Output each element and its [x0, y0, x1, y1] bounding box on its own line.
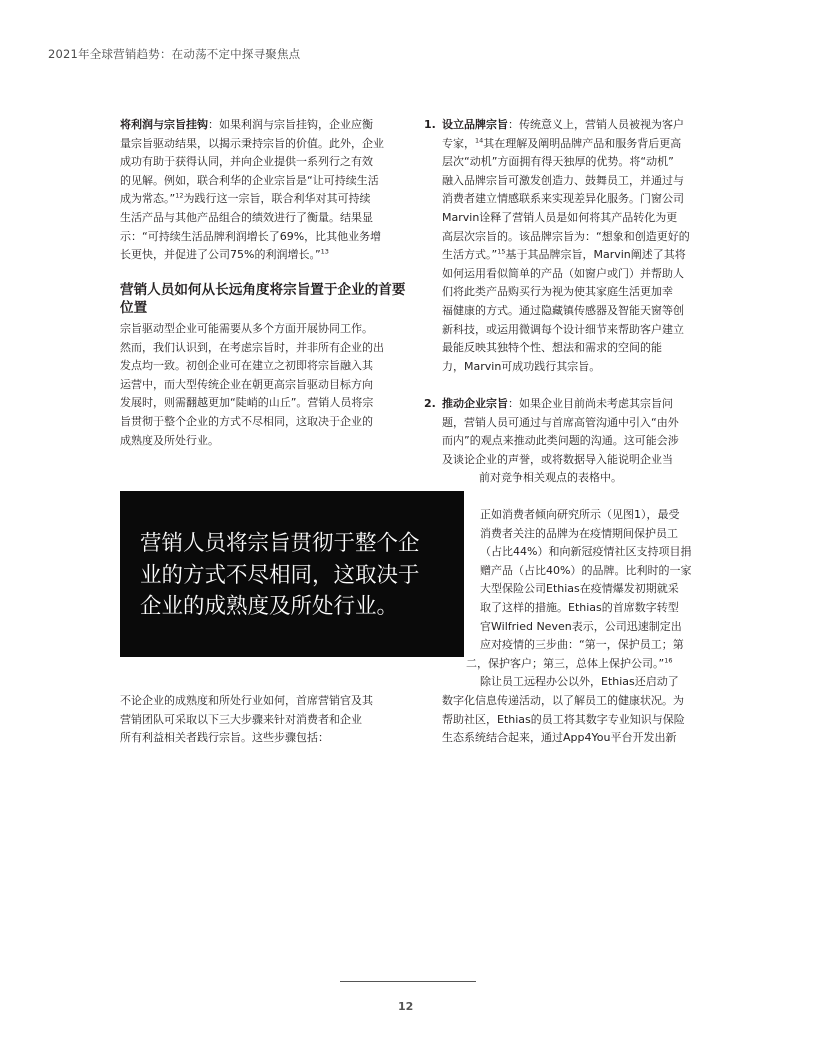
- page-number: 12: [398, 1000, 414, 1013]
- list-item-lead: 推动企业宗旨: [442, 397, 508, 410]
- running-header: 2021年全球营销趋势：在动荡不定中探寻聚焦点: [48, 47, 301, 61]
- paragraph-purpose-driven: 宗旨驱动型企业可能需要从多个方面开展协同工作。 然而，我们认识到，在考虑宗旨时，并非所有企业的出 发点均一致。初创企业可在建立之初即将宗旨融入其 运营中，而大型传统企业在朝更高宗旨驱动目标方向 发展时，则需翻越更加“陡峭的山丘”。营销人员将宗 旨贯彻于整个企业的方式不尽相同，这取决于企业的 成熟度及所处行业。: [120, 322, 384, 447]
- footnote-ref: 13: [320, 247, 329, 256]
- paragraph-ethias: 正如消费者倾向研究所示（见图1），最受 消费者关注的品牌为在疫情期间保护员工 （占比44%）和向新冠疫情社区支持项目捐 赠产品（占比40%）的品牌。比利时的一家 大型保险公司Ethias在疫情爆发初期就采 取了这样的措施。Ethias的首席数字转型 官Wilfried Neven表示，公司迅速制定出 应对疫情的三步曲：“第一，保护员工；第 二，保护客户；第三，总体上保护公司。”$^{16}$ 除让员工远程办公以外，Ethias还启动了 数字化信息传递活动，以了解员工的健康状况。为 帮助社区，Ethias的员工将其数字专业知识与保险 生态系统结合起来，通过App4You平台开发出新: [442, 508, 692, 745]
- paragraph-lead: 将利润与宗旨挂钩: [120, 118, 208, 131]
- list-number: 1.: [424, 118, 436, 131]
- footnote-ref: 14: [475, 135, 484, 144]
- footnote-ref: 12: [175, 191, 184, 200]
- list-number: 2.: [424, 397, 436, 410]
- section-heading: 营销人员如何从长远角度将宗旨置于企业的首要位置: [120, 282, 406, 316]
- list-item-corporate-purpose: 2. 推动企业宗旨：如果企业目前尚未考虑其宗旨问 题，营销人员可通过与首席高管沟通中引入“由外 而内”的观点来推动此类问题的沟通。这可能会涉 及谈论企业的声誉，或将数据导入能说明企业当 前对竞争相关观点的表格中。: [424, 397, 679, 485]
- footer-divider: [340, 981, 476, 982]
- footnote-ref: 16: [664, 656, 673, 665]
- footnote-ref: 15: [497, 247, 506, 256]
- list-item-lead: 设立品牌宗旨: [442, 118, 508, 131]
- list-item-brand-purpose: 1. 设立品牌宗旨：传统意义上，营销人员被视为客户 专家，$^{14}$其在理解及阐明品牌产品和服务背后更高 层次“动机”方面拥有得天独厚的优势。将“动机” 融入品牌宗旨可激发创造力、鼓舞员工，并通过与 消费者建立情感联系来实现差异化服务。门窗公司 Marvin诠释了营销人员是如何将其产品转化为更 高层次宗旨的。该品牌宗旨为：“想象和创造更好的 生活方式。”$^{15}$基于其品牌宗旨，Marvin阐述了其将 如何运用看似简单的产品（如窗户或门）并帮助人 们将此类产品购买行为视为使其家庭生活更加幸 福健康的方式。通过隐藏镇传感器及智能天窗等创 新科技，或运用微调每个设计细节来帮助客户建立 最能反映其独特个性、想法和需求的空间的能 力，Marvin可成功践行其宗旨。: [424, 118, 690, 373]
- pull-quote-text: 营销人员将宗旨贯彻于整个企 业的方式不尽相同，这取决于 企业的成熟度及所处行业。: [140, 531, 420, 619]
- pull-quote-box: [120, 491, 464, 657]
- paragraph-profit-purpose: 将利润与宗旨挂钩：如果利润与宗旨挂钩，企业应衡 量宗旨驱动结果，以揭示秉持宗旨的价值。此外，企业 成功有助于获得认同，并向企业提供一系列行之有效 的见解。例如，联合利华的企业宗旨是“让可持续生活 成为常态。”$^{12}$为践行这一宗旨，联合利华对其可持续 生活产品与其他产品组合的绩效进行了衡量。结果显 示：“可持续生活品牌利润增长了69%，比其他业务增 长更快，并促进了公司75%的利润增长。”$^{13}$: [120, 118, 384, 262]
- paragraph-three-steps: 不论企业的成熟度和所处行业如何，首席营销官及其 营销团队可采取以下三大步骤来针对消费者和企业 所有利益相关者践行宗旨。这些步骤包括：: [120, 694, 373, 745]
